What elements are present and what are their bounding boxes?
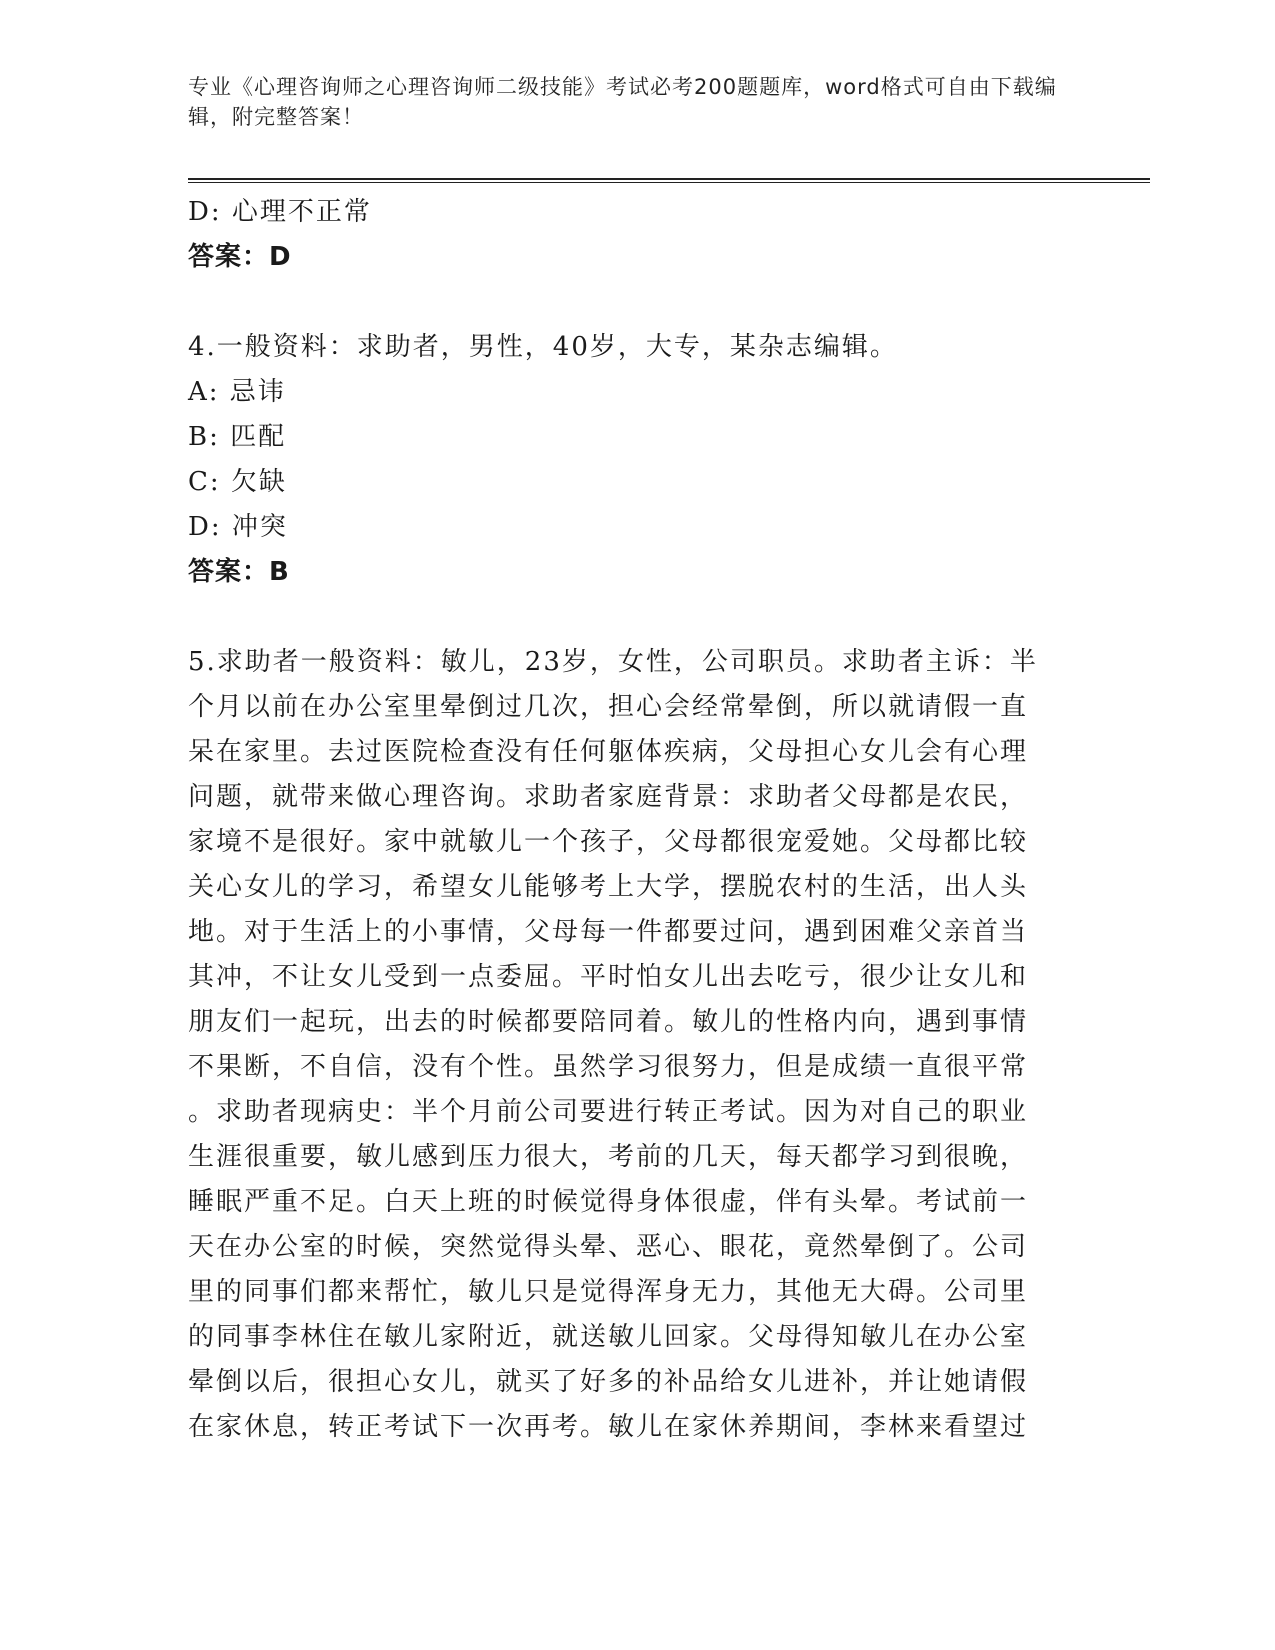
q4-option-c: C: 欠缺	[188, 467, 287, 497]
q4-option-b: B: 匹配	[188, 422, 287, 452]
q4-answer: 答案：B	[188, 557, 290, 587]
q4-question: 4.一般资料：求助者，男性，40岁，大专，某杂志编辑。	[188, 332, 898, 362]
q5-line: 呆在家里。去过医院检查没有任何躯体疾病，父母担心女儿会有心理	[188, 737, 1029, 767]
q5-line: 晕倒以后，很担心女儿，就买了好多的补品给女儿进补，并让她请假	[188, 1367, 1029, 1397]
q3-option-d: D: 心理不正常	[188, 197, 372, 227]
q5-line: 生涯很重要，敏儿感到压力很大，考前的几天，每天都学习到很晚，	[188, 1142, 1029, 1172]
q5-line: 不果断，不自信，没有个性。虽然学习很努力，但是成绩一直很平常	[188, 1052, 1029, 1082]
spacer	[188, 595, 1068, 640]
q5-line: 里的同事们都来帮忙，敏儿只是觉得浑身无力，其他无大碍。公司里	[188, 1277, 1029, 1307]
q4-option-a: A: 忌讳	[188, 377, 286, 407]
spacer	[188, 280, 1068, 325]
q5-line: 在家休息，转正考试下一次再考。敏儿在家休养期间，李林来看望过	[188, 1412, 1029, 1442]
q5-line: 5.求助者一般资料：敏儿，23岁，女性，公司职员。求助者主诉：半	[188, 647, 1038, 677]
q5-line: 天在办公室的时候，突然觉得头晕、恶心、眼花，竟然晕倒了。公司	[188, 1232, 1029, 1262]
document-body	[188, 190, 1068, 1450]
q5-line: 。求助者现病史：半个月前公司要进行转正考试。因为对自己的职业	[188, 1097, 1029, 1127]
q5-question	[188, 640, 1068, 1450]
q5-line: 家境不是很好。家中就敏儿一个孩子，父母都很宠爱她。父母都比较	[188, 827, 1029, 857]
q5-line: 其冲，不让女儿受到一点委屈。平时怕女儿出去吃亏，很少让女儿和	[188, 962, 1029, 992]
header-divider	[188, 178, 1150, 183]
page-header: 专业《心理咨询师之心理咨询师二级技能》考试必考200题题库，word格式可自由下载编辑，附完整答案！	[188, 75, 1057, 129]
q5-line: 地。对于生活上的小事情，父母每一件都要过问，遇到困难父亲首当	[188, 917, 1029, 947]
q5-line: 朋友们一起玩，出去的时候都要陪同着。敏儿的性格内向，遇到事情	[188, 1007, 1029, 1037]
q3-answer: 答案：D	[188, 242, 292, 272]
q5-line: 关心女儿的学习，希望女儿能够考上大学，摆脱农村的生活，出人头	[188, 872, 1029, 902]
q5-line: 睡眠严重不足。白天上班的时候觉得身体很虚，伴有头晕。考试前一	[188, 1187, 1029, 1217]
q4-option-d: D: 冲突	[188, 512, 288, 542]
q5-line: 个月以前在办公室里晕倒过几次，担心会经常晕倒，所以就请假一直	[188, 692, 1029, 722]
q5-line: 的同事李林住在敏儿家附近，就送敏儿回家。父母得知敏儿在办公室	[188, 1322, 1029, 1352]
q5-line: 问题，就带来做心理咨询。求助者家庭背景：求助者父母都是农民，	[188, 782, 1029, 812]
